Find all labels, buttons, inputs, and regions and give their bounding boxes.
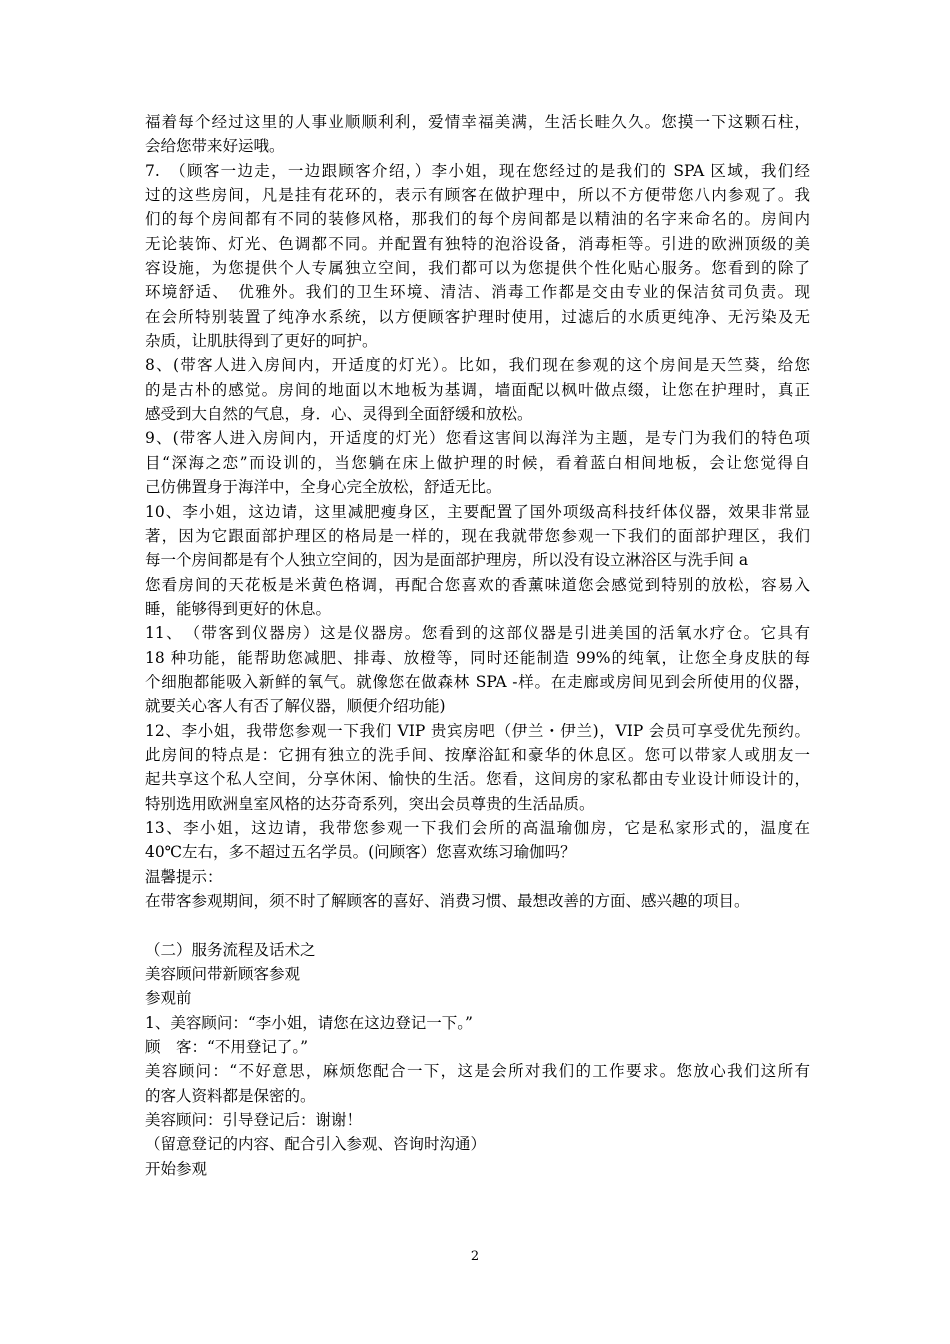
text-line: 就要关心客人有否了解仪器，顺便介绍功能)	[145, 697, 446, 716]
text-line: 美容顾问：引导登记后：谢谢！	[145, 1111, 363, 1130]
text-line: 特别选用欧洲皇室风格的达芬奇系列，突出会员尊贵的生活品质。	[145, 794, 595, 813]
text-line: 个细胞都能吸入新鲜的氧气。就像您在做森林 SPA -样。在走廊或房间见到会所使用的仪器，	[145, 672, 810, 691]
text-line: 每一个房间都是有个人独立空间的，因为是面部护理房，所以没有设立淋浴区与洗手间 a	[145, 551, 749, 570]
document-body	[145, 110, 810, 1181]
text-line: 福着每个经过这里的人事业顺顺利利，爱情幸福美满，生活长畦久久。您摸一下这颗石柱，	[145, 113, 810, 131]
text-line: 12、李小姐，我带您参观一下我们 VIP 贵宾房吧（伊兰・伊兰)，VIP 会员可享受优先预约。	[145, 721, 810, 740]
text-line: 参观前	[145, 989, 192, 1008]
text-line: 温馨提示：	[145, 867, 223, 886]
text-line: 会给您带来好运哦。	[145, 137, 285, 156]
text-line: 过的这些房间，凡是挂有花环的，表示有顾客在做护理中，所以不方便带您八内参观了。我	[145, 186, 810, 205]
page-number: 2	[470, 1249, 480, 1264]
text-line: （二）服务流程及话术之	[145, 940, 316, 959]
text-line: 感受到大自然的气息，身．心、灵得到全面舒缓和放松。	[145, 405, 533, 424]
text-line: 8、(带客人进入房间内，开适度的灯光）。比如，我们现在参观的这个房间是天竺葵，给您	[145, 356, 810, 375]
text-line: 容设施，为您提供个人专属独立空间，我们都可以为您提供个性化贴心服务。您看到的除了	[145, 259, 810, 278]
text-line: 在会所特别装置了纯净水系统，以方便顾客护理时使用，过滤后的水质更纯净、无污染及无	[145, 307, 810, 326]
text-line: 18 种功能，能帮助您减肥、排毒、放橙等，同时还能制造 99%的纯氧，让您全身皮肤的每	[145, 648, 810, 667]
text-line: 无论装饰、灯光、色调都不同。并配置有独特的泡浴设备，消毒柜等。引进的欧洲顶级的美	[145, 234, 810, 253]
text-line: 己仿佛置身于海洋中，全身心完全放松，舒适无比。	[145, 478, 502, 497]
text-line: 40℃左右，多不超过五名学员。(问顾客）您喜欢练习瑜伽吗？	[145, 843, 576, 862]
text-line: 13、李小姐，这边请，我带您参观一下我们会所的高温瑜伽房，它是私家形式的，温度在	[145, 818, 810, 837]
text-line: 的是古朴的感觉。房间的地面以木地板为基调，墙面配以枫叶做点缀，让您在护理时，真正	[145, 380, 810, 399]
text-line: 环境舒适、 优雅外。我们的卫生环境、清洁、消毒工作都是交由专业的保洁贫司负责。现	[145, 283, 810, 302]
text-line: 9、(带客人进入房间内，开适度的灯光）您看这害间以海洋为主题，是专门为我们的特色项	[145, 429, 810, 448]
text-line: 1、美容顾问：“李小姐，请您在这边登记一下。”	[145, 1013, 473, 1032]
text-line: 睡，能够得到更好的休息。	[145, 599, 332, 618]
text-line: 们的每个房间都有不同的装修风格，那我们的每个房间都是以精油的名字来命名的。房间内	[145, 210, 810, 229]
text-line: 的客人资料都是保密的。	[145, 1086, 316, 1105]
text-line: 10、李小姐，这边请，这里减肥瘦身区，主要配置了国外项级高科技纤体仪器，效果非常显	[145, 502, 810, 521]
blank-line	[145, 913, 810, 937]
text-line: 7. （顾客一边走，一边跟顾客介绍，）李小姐，现在您经过的是我们的 SPA 区域，我们经	[145, 161, 810, 180]
text-line: （留意登记的内容、配合引入参观、咨询时沟通）	[145, 1135, 487, 1154]
text-line: 此房间的特点是：它拥有独立的洗手间、按摩浴缸和豪华的休息区。您可以带家人或朋友一	[145, 745, 810, 764]
text-line: 杂质，让肌肤得到了更好的呵护。	[145, 332, 378, 351]
text-line: 11、 （带客到仪器房）这是仪器房。您看到的这部仪器是引进美国的活氧水疗仓。它具有	[145, 624, 810, 643]
text-line: 在带客参观期间，须不时了解顾客的喜好、消费习惯、最想改善的方面、感兴趣的项目。	[145, 892, 750, 910]
text-line: 起共享这个私人空间，分享休闲、愉快的生活。您看，这间房的家私都由专业设计师设计的，	[145, 770, 810, 789]
text-line: 美容顾问带新顾客参观	[145, 965, 301, 984]
text-line: 顾 客：“不用登记了。”	[145, 1038, 309, 1057]
text-line: 目“深海之恋”而设训的，当您躺在床上做护理的时候，看着蓝白相间地板，会让您觉得自	[145, 453, 810, 472]
text-line: 开始参观	[145, 1159, 208, 1178]
text-line: 美容顾问：“不好意思，麻烦您配合一下，这是会所对我们的工作要求。您放心我们这所有	[145, 1062, 810, 1081]
text-line: 您看房间的天花板是米黄色格调，再配合您喜欢的香薰味道您会感觉到特别的放松，容易入	[145, 575, 810, 594]
text-line: 著，因为它跟面部护理区的格局是一样的，现在我就带您参观一下我们的面部护理区，我们	[145, 526, 810, 545]
